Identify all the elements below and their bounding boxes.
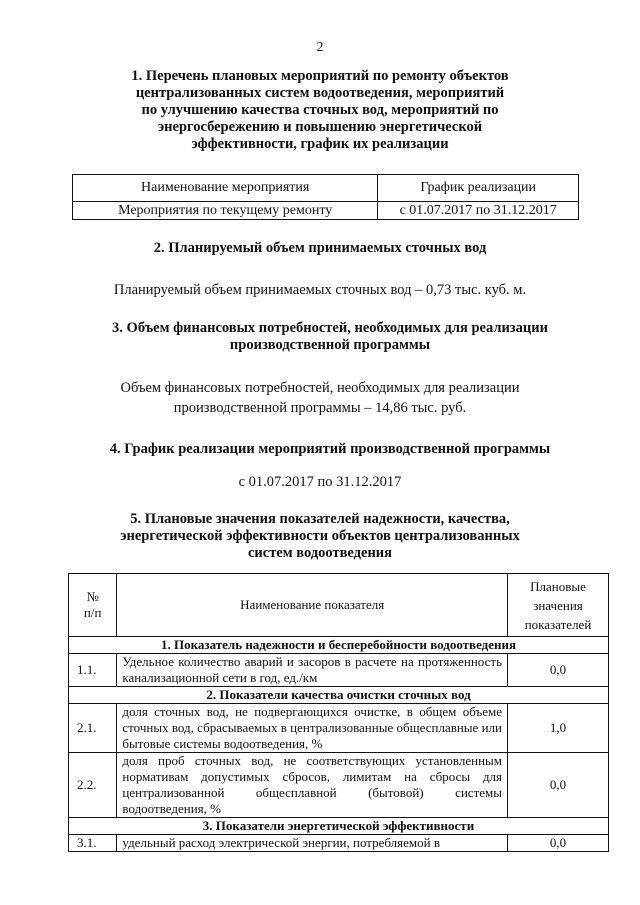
text-line: Объем финансовых потребностей, необходимых для реализации (120, 380, 520, 396)
section2-text: Планируемый объем принимаемых сточных вод – 0,73 тыс. куб. м. (113, 282, 527, 298)
header-number-line: п/п (83, 605, 102, 620)
row-number: 2.2. (69, 753, 117, 818)
title-line: энергосбережению и повышению энергетической (157, 119, 483, 135)
indicator-name: доля проб сточных вод, не соответствующих установленным нормативам допустимых сбросов, лимитам на сбросы для централизованной общесплавной (бытовой) системы водоотведения, % (117, 753, 508, 818)
group-title: 3. Показатели энергетической эффективности (69, 818, 609, 835)
header-value-line: Плановые (530, 578, 586, 594)
indicator-value: 1,0 (508, 704, 609, 753)
indicator-value: 0,0 (508, 835, 609, 852)
table-row (73, 202, 579, 220)
section4-text: с 01.07.2017 по 31.12.2017 (238, 474, 402, 490)
table-header-row (69, 574, 609, 637)
header-value-line: показателей (524, 616, 592, 632)
header-schedule: График реализации (378, 175, 579, 202)
group-row (69, 687, 609, 704)
group-title: 1. Показатель надежности и бесперебойности водоотведения (69, 637, 609, 654)
header-number-line: № (86, 589, 99, 604)
table-row (69, 835, 609, 852)
title-line: 5. Плановые значения показателей надежности, качества, (130, 511, 510, 527)
title-line: систем водоотведения (247, 545, 393, 561)
group-row (69, 637, 609, 654)
indicator-name: Удельное количество аварий и засоров в расчете на протяженность канализационной сети в год, ед./км (117, 654, 508, 687)
header-planned-values (508, 574, 609, 637)
title-line: централизованных систем водоотведения, мероприятий (135, 85, 505, 101)
activity-name-cell: Мероприятия по текущему ремонту (73, 202, 378, 220)
table-row (69, 654, 609, 687)
row-number: 3.1. (69, 835, 117, 852)
table-row (69, 704, 609, 753)
header-number (69, 574, 117, 637)
title-line: 1. Перечень плановых мероприятий по ремонту объектов (131, 68, 509, 84)
group-title: 2. Показатели качества очистки сточных вод (69, 687, 609, 704)
indicator-name: доля сточных вод, не подвергающихся очистке, в общем объеме сточных вод, сбрасываемых в централизованные общесплавные или бытовые системы водоотведения, % (117, 704, 508, 753)
section4-title: 4. График реализации мероприятий производственной программы (109, 441, 551, 457)
title-line: эффективности, график их реализации (191, 136, 449, 152)
section1-title (60, 68, 580, 153)
page-number: 2 (316, 40, 324, 55)
section3-text (60, 378, 580, 418)
table-row (69, 753, 609, 818)
section2-title: 2. Планируемый объем принимаемых сточных вод (153, 240, 487, 256)
indicators-table (68, 573, 609, 852)
row-number: 2.1. (69, 704, 117, 753)
header-value-line: значения (533, 597, 583, 613)
title-line: 3. Объем финансовых потребностей, необходимых для реализации (112, 320, 548, 336)
header-activity-name: Наименование мероприятия (73, 175, 378, 202)
title-line: по улучшению качества сточных вод, мероприятий по (141, 102, 499, 118)
title-line: энергетической эффективности объектов централизованных (120, 528, 520, 544)
section3-title (50, 320, 610, 354)
indicator-value: 0,0 (508, 654, 609, 687)
title-line: производственной программы (229, 337, 431, 353)
row-number: 1.1. (69, 654, 117, 687)
text-line: производственной программы – 14,86 тыс. руб. (173, 400, 467, 416)
schedule-cell: с 01.07.2017 по 31.12.2017 (378, 202, 579, 220)
table-header-row (73, 175, 579, 202)
header-indicator-name: Наименование показателя (117, 574, 508, 637)
section5-title (60, 511, 580, 562)
indicator-value: 0,0 (508, 753, 609, 818)
group-row (69, 818, 609, 835)
activities-table (72, 174, 579, 220)
indicator-name: удельный расход электрической энергии, потребляемой в (117, 835, 508, 852)
